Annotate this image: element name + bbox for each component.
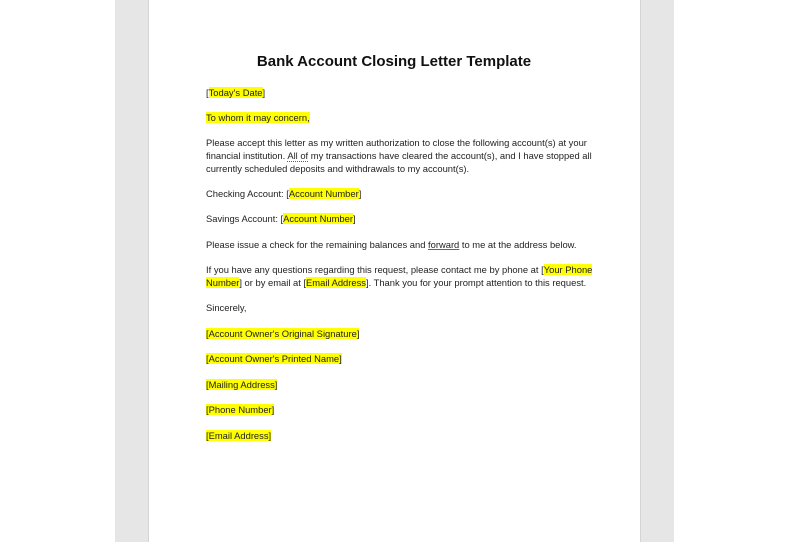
savings-label: Savings Account: [206, 213, 281, 224]
text: my transactions have cleared the account(s), and I have stopped all [308, 150, 592, 161]
greeting-line [206, 111, 310, 124]
email-placeholder: Email Address [306, 277, 366, 288]
phone-placeholder: Your Phone [543, 264, 593, 275]
text: If you have any questions regarding this request, please contact me by phone at [ [206, 264, 544, 275]
email-address-placeholder: [Email Address] [206, 430, 272, 441]
document-page[interactable] [149, 0, 639, 542]
text: to me at the address below. [459, 239, 577, 250]
checking-account-line: Checking Account: [Account Number] [206, 188, 362, 199]
printed-name-line [206, 352, 342, 365]
paragraph-3-line-2 [206, 276, 586, 289]
printed-name-placeholder: [Account Owner's Printed Name] [206, 353, 342, 364]
text: financial institution. [206, 150, 288, 161]
phone-number-line [206, 403, 274, 416]
paragraph-3-line-1 [206, 263, 592, 276]
savings-number-placeholder: Account Number [283, 213, 353, 224]
grammar-flag[interactable]: All of [287, 150, 309, 161]
text: Please issue a check for the remaining balances and [206, 239, 429, 250]
date-placeholder: Today's Date [208, 87, 263, 98]
left-margin-gutter [115, 0, 149, 542]
checking-number-placeholder: Account Number [288, 188, 359, 199]
savings-account-line: Savings Account: [Account Number] [206, 213, 356, 224]
text: ]. Thank you for your prompt attention to this request. [365, 277, 587, 288]
mailing-address-placeholder: [Mailing Address] [206, 379, 278, 390]
right-margin-gutter [640, 0, 674, 542]
greeting: To whom it may concern, [206, 112, 310, 123]
email-address-line [206, 429, 271, 442]
grammar-flag[interactable]: forward [428, 239, 460, 250]
text: ] or by email at [ [239, 277, 307, 288]
document-title: Bank Account Closing Letter Template [256, 53, 532, 70]
paragraph-1-line-1: Please accept this letter as my written authorization to close the following account(s) at your [206, 137, 587, 148]
paragraph-1-line-2 [206, 149, 592, 162]
date-line: [Today's Date] [206, 87, 266, 98]
signature-line [206, 327, 359, 340]
paragraph-1-line-3: currently scheduled deposits and withdrawals to my account(s). [206, 163, 470, 174]
signature-placeholder: [Account Owner's Original Signature] [206, 328, 360, 339]
checking-label: Checking Account: [206, 188, 287, 199]
mailing-address-line [206, 378, 277, 391]
phone-number-placeholder: [Phone Number] [206, 404, 275, 415]
closing: Sincerely, [206, 302, 247, 313]
paragraph-2 [206, 238, 577, 251]
phone-placeholder: Number [206, 277, 240, 288]
